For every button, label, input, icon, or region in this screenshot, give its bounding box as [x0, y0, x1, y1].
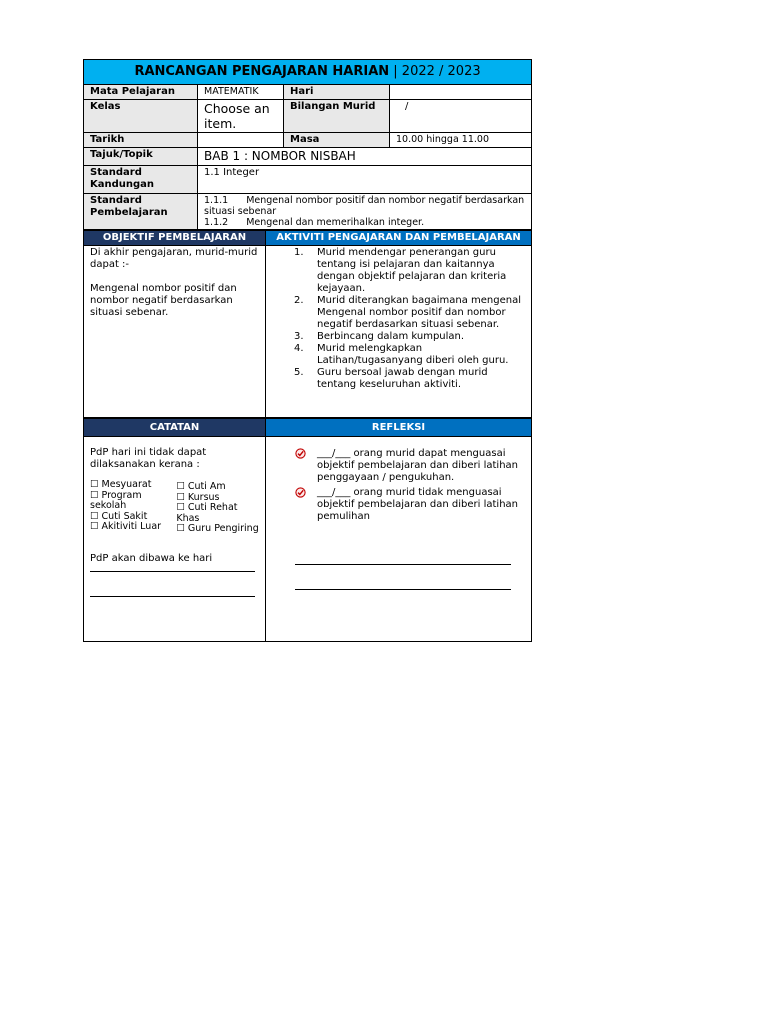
date-value[interactable]: [198, 133, 284, 148]
academic-year: 2022 / 2023: [401, 64, 481, 79]
list-item: 5. Guru bersoal jawab dengan murid tentang keseluruhan aktiviti.: [294, 367, 488, 390]
notes-reflection-table: [83, 418, 532, 642]
activity-list: [272, 247, 526, 391]
info-table: [83, 59, 532, 230]
student-count-value[interactable]: /: [390, 100, 532, 133]
list-item: 4. Murid melengkapkan Latihan/tugasanyang diberi oleh guru.: [294, 343, 509, 366]
check-circle-icon: [295, 487, 306, 502]
objective-intro: Di akhir pengajaran, murid-murid dapat :-: [90, 247, 258, 270]
reflection-item-remedial: ___/___ orang murid tidak menguasai objektif pembelajaran dan diberi latihan pemulihan: [272, 487, 526, 523]
content-standard-value[interactable]: 1.1 Integer: [198, 166, 532, 194]
objective-cell[interactable]: [84, 246, 266, 418]
notes-cell[interactable]: [84, 437, 266, 642]
class-label: Kelas: [84, 100, 198, 133]
date-label: Tarikh: [84, 133, 198, 148]
reflection-line-2[interactable]: [295, 588, 511, 590]
student-count-label: Bilangan Murid: [284, 100, 390, 133]
topic-value[interactable]: BAB 1 : NOMBOR NISBAH: [198, 148, 532, 166]
checkbox-cuti-sakit[interactable]: ☐ Cuti Sakit: [90, 510, 148, 522]
reflection-line-1[interactable]: [295, 563, 511, 565]
checkbox-program-sekolah[interactable]: ☐ Program sekolah: [90, 489, 142, 511]
carry-over-label: PdP akan dibawa ke hari: [90, 552, 213, 564]
learning-standard-label: Standard Pembelajaran: [84, 194, 198, 230]
checkbox-cuti-rehat-khas[interactable]: ☐ Cuti Rehat Khas: [176, 502, 238, 524]
activity-heading: AKTIVITI PENGAJARAN DAN PEMBELAJARAN: [266, 231, 532, 246]
class-dropdown[interactable]: Choose an item.: [198, 100, 284, 133]
learning-standard-value[interactable]: 1.1.1 Mengenal nombor positif dan nombor negatif berdasarkan situasi sebenar 1.1.2 Mengenal dan memerihalkan integer.: [198, 194, 532, 230]
lesson-plan-form: [83, 59, 531, 642]
checkbox-cuti-am[interactable]: ☐ Cuti Am: [176, 481, 226, 492]
activity-cell[interactable]: [266, 246, 532, 418]
checkbox-aktiviti-luar[interactable]: ☐ Akitiviti Luar: [90, 521, 162, 532]
objective-activity-table: [83, 230, 532, 418]
subject-value[interactable]: MATEMATIK: [198, 85, 284, 100]
objective-text: Mengenal nombor positif dan nombor negatif berdasarkan situasi sebenar.: [90, 283, 237, 318]
content-standard-label: Standard Kandungan: [84, 166, 198, 194]
list-item: 3. Berbincang dalam kumpulan.: [294, 331, 465, 342]
reflection-heading: REFLEKSI: [266, 419, 532, 437]
time-value[interactable]: 10.00 hingga 11.00: [390, 133, 532, 148]
checkbox-kursus[interactable]: ☐ Kursus: [176, 491, 220, 503]
notes-heading: CATATAN: [84, 419, 266, 437]
notes-intro: PdP hari ini tidak dapat dilaksanakan kerana :: [90, 447, 207, 470]
list-item: 2. Murid diterangkan bagaimana mengenal Mengenal nombor positif dan nombor negatif berdasarkan situasi sebenar.: [294, 295, 521, 330]
carry-over-line-2[interactable]: [90, 595, 255, 597]
checkbox-mesyuarat[interactable]: ☐ Mesyuarat: [90, 479, 152, 490]
reason-options: [90, 480, 260, 535]
reflection-item-master: ___/___ orang murid dapat menguasai objektif pembelajaran dan diberi latihan penggayaan / pengukuhan.: [272, 448, 526, 484]
subject-label: Mata Pelajaran: [84, 85, 198, 100]
day-value[interactable]: [390, 85, 532, 100]
objective-heading: OBJEKTIF PEMBELAJARAN: [84, 231, 266, 246]
carry-over-line-1[interactable]: [90, 570, 255, 572]
day-label: Hari: [284, 85, 390, 100]
list-item: 1. Murid mendengar penerangan guru tentang isi pelajaran dan kaitannya dengan objektif pelajaran dan kriteria kejayaan.: [294, 247, 507, 294]
form-title: RANCANGAN PENGAJARAN HARIAN | 2022 / 2023: [84, 60, 532, 85]
reflection-cell[interactable]: [266, 437, 532, 642]
checkbox-guru-pengiring[interactable]: ☐ Guru Pengiring: [176, 523, 259, 534]
check-circle-icon: [295, 448, 306, 463]
time-label: Masa: [284, 133, 390, 148]
topic-label: Tajuk/Topik: [84, 148, 198, 166]
